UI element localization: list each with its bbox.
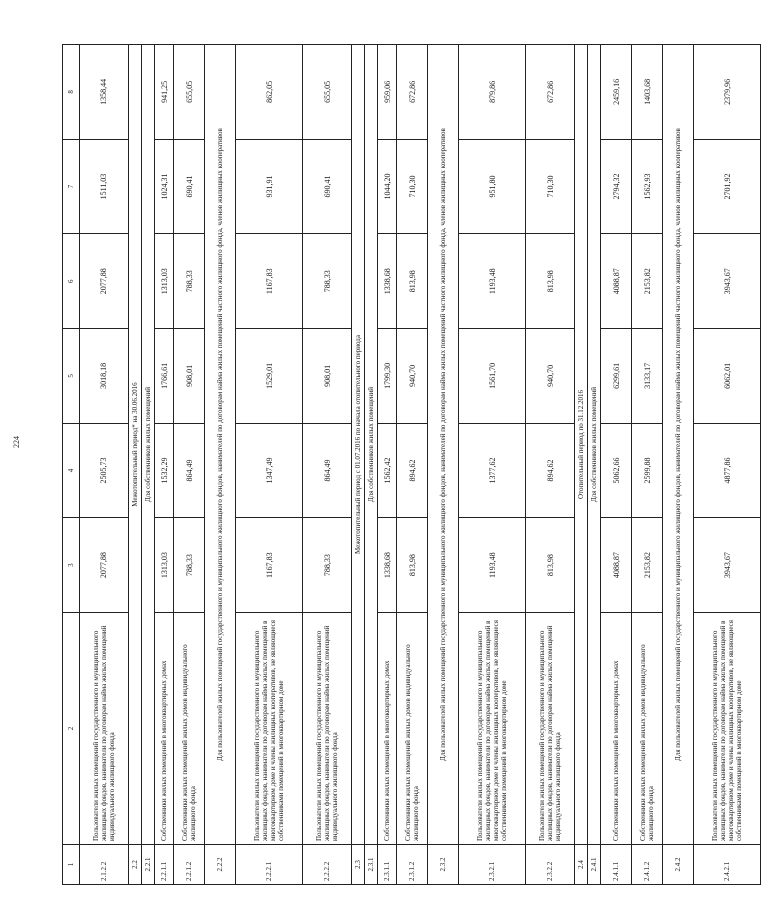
- value-cell: 1799,30: [378, 329, 397, 424]
- section-row: [365, 45, 378, 885]
- value-cell: 862,05: [236, 45, 303, 140]
- value-cell: 690,41: [303, 139, 352, 234]
- row-label: Собственники жилых помещений жилых домов индивидуального жилищного фонда: [174, 613, 205, 845]
- value-cell: 931,91: [236, 139, 303, 234]
- value-cell: 1511,03: [80, 139, 129, 234]
- value-cell: 3018,18: [80, 329, 129, 424]
- header-cell: 7: [63, 139, 80, 234]
- row-code: 2.2.2: [205, 845, 236, 885]
- table-row: [174, 45, 205, 885]
- value-cell: 813,98: [397, 234, 428, 329]
- row-label: Пользователи жилых помещений государственного и муниципального жилищных фондов, наниматели по договорам найма жилых помещений индивидуального жилищного фонда: [526, 613, 575, 845]
- table-row: [236, 45, 303, 885]
- value-cell: 1313,03: [155, 234, 174, 329]
- row-code: 2.2.1: [142, 845, 155, 885]
- table-row: [155, 45, 174, 885]
- value-cell: 788,33: [303, 518, 352, 613]
- header-cell: 1: [63, 845, 80, 885]
- value-cell: 1167,83: [236, 518, 303, 613]
- value-cell: 1358,44: [80, 45, 129, 140]
- value-cell: 1562,93: [632, 139, 663, 234]
- row-code: 2.2.2.1: [236, 845, 303, 885]
- row-label: Пользователи жилых помещений государственного и муниципального жилищных фондов, наниматели по договорам найма жилых помещений в многоквартирном доме и члены жилищных кооперативов, не являющиеся собственниками помещений в многоквартирном доме: [694, 613, 761, 845]
- row-code: 2.2.1.2: [174, 845, 205, 885]
- value-cell: 4088,87: [601, 518, 632, 613]
- value-cell: 1766,61: [155, 329, 174, 424]
- value-cell: 879,86: [459, 45, 526, 140]
- row-label: Пользователи жилых помещений государственного и муниципального жилищных фондов, наниматели по договорам найма жилых помещений в многоквартирном доме и члены жилищных кооперативов, не являющиеся собственниками помещений в многоквартирном доме: [236, 613, 303, 845]
- header-row: [63, 45, 80, 885]
- value-cell: 1167,83: [236, 234, 303, 329]
- value-cell: 4877,86: [694, 423, 761, 518]
- value-cell: 894,62: [397, 423, 428, 518]
- value-cell: 1193,48: [459, 518, 526, 613]
- rotated-tariff-table: [62, 45, 744, 885]
- value-cell: 813,98: [397, 518, 428, 613]
- section-title: Для собственников жилых помещений: [365, 45, 378, 845]
- section-row: [663, 45, 694, 885]
- value-cell: 3943,67: [694, 234, 761, 329]
- value-cell: 2153,82: [632, 518, 663, 613]
- row-label: Собственники жилых помещений жилых домов индивидуального жилищного фонда: [632, 613, 663, 845]
- section-title: Для пользователей жилых помещений государственного и муниципального жилищного фондов, нанимателей по договорам найма жилых помещений частного жилищного фонда, членов жилищных кооперативов: [205, 45, 236, 845]
- table-row: [303, 45, 352, 885]
- header-cell: 2: [63, 613, 80, 845]
- value-cell: 941,25: [155, 45, 174, 140]
- section-row: [588, 45, 601, 885]
- row-code: 2.4: [575, 845, 588, 885]
- value-cell: 959,06: [378, 45, 397, 140]
- value-cell: 908,01: [174, 329, 205, 424]
- row-label: Собственники жилых помещений жилых домов индивидуального жилищного фонда: [397, 613, 428, 845]
- table-row: [459, 45, 526, 885]
- section-title: Отопительный период по 31.12.2016: [575, 45, 588, 845]
- table-row: [632, 45, 663, 885]
- value-cell: 1347,49: [236, 423, 303, 518]
- row-label: Собственники жилых помещений в многоквартирных домах: [378, 613, 397, 845]
- table-row: [397, 45, 428, 885]
- value-cell: 813,98: [526, 234, 575, 329]
- value-cell: 672,86: [397, 45, 428, 140]
- value-cell: 951,80: [459, 139, 526, 234]
- value-cell: 1338,68: [378, 234, 397, 329]
- value-cell: 2505,73: [80, 423, 129, 518]
- value-cell: 1338,68: [378, 518, 397, 613]
- section-row: [205, 45, 236, 885]
- value-cell: 1561,70: [459, 329, 526, 424]
- row-code: 2.4.1: [588, 845, 601, 885]
- row-code: 2.3.1.2: [397, 845, 428, 885]
- header-cell: 4: [63, 423, 80, 518]
- value-cell: 4088,87: [601, 234, 632, 329]
- row-code: 2.3.1: [365, 845, 378, 885]
- header-cell: 6: [63, 234, 80, 329]
- section-title: Для собственников жилых помещений: [142, 45, 155, 845]
- value-cell: 1529,01: [236, 329, 303, 424]
- row-code: 2.3.2.2: [526, 845, 575, 885]
- table-row: [694, 45, 761, 885]
- header-cell: 5: [63, 329, 80, 424]
- row-code: 2.1.2.2: [80, 845, 129, 885]
- value-cell: 2153,82: [632, 234, 663, 329]
- table-row: [80, 45, 129, 885]
- value-cell: 788,33: [174, 518, 205, 613]
- value-cell: 813,98: [526, 518, 575, 613]
- value-cell: 6062,01: [694, 329, 761, 424]
- value-cell: 6299,61: [601, 329, 632, 424]
- value-cell: 2077,88: [80, 518, 129, 613]
- value-cell: 1403,68: [632, 45, 663, 140]
- section-row: [129, 45, 142, 885]
- value-cell: 2077,88: [80, 234, 129, 329]
- section-row: [142, 45, 155, 885]
- row-label: Пользователи жилых помещений государственного и муниципального жилищных фондов, наниматели по договорам найма жилых помещений в многоквартирном доме и члены жилищных кооперативов, не являющиеся собственниками помещений в многоквартирном доме: [459, 613, 526, 845]
- section-title: Для пользователей жилых помещений государственного и муниципального жилищного фондов, нанимателей по договорам найма жилых помещений частного жилищного фонда, членов жилищных кооперативов: [663, 45, 694, 845]
- value-cell: 5062,66: [601, 423, 632, 518]
- value-cell: 2459,16: [601, 45, 632, 140]
- value-cell: 788,33: [174, 234, 205, 329]
- value-cell: 1193,48: [459, 234, 526, 329]
- value-cell: 710,30: [526, 139, 575, 234]
- value-cell: 690,41: [174, 139, 205, 234]
- row-label: Пользователи жилых помещений государственного и муниципального жилищных фондов, наниматели по договорам найма жилых помещений индивидуального жилищного фонда: [80, 613, 129, 845]
- value-cell: 1313,03: [155, 518, 174, 613]
- row-code: 2.3.2.1: [459, 845, 526, 885]
- row-code: 2.2: [129, 845, 142, 885]
- tariff-table: [62, 44, 761, 885]
- row-code: 2.4.2: [663, 845, 694, 885]
- row-label: Собственники жилых помещений в многоквартирных домах: [601, 613, 632, 845]
- value-cell: 2599,88: [632, 423, 663, 518]
- value-cell: 3133,17: [632, 329, 663, 424]
- value-cell: 2794,32: [601, 139, 632, 234]
- value-cell: 1044,20: [378, 139, 397, 234]
- row-code: 2.2.1.1: [155, 845, 174, 885]
- row-code: 2.4.2.1: [694, 845, 761, 885]
- section-row: [575, 45, 588, 885]
- row-label: Собственники жилых помещений в многоквартирных домах: [155, 613, 174, 845]
- table-row: [601, 45, 632, 885]
- value-cell: 1532,29: [155, 423, 174, 518]
- value-cell: 864,49: [174, 423, 205, 518]
- value-cell: 940,70: [397, 329, 428, 424]
- value-cell: 3943,67: [694, 518, 761, 613]
- section-title: Для собственников жилых помещений: [588, 45, 601, 845]
- value-cell: 894,62: [526, 423, 575, 518]
- value-cell: 1024,31: [155, 139, 174, 234]
- section-row: [352, 45, 365, 885]
- row-code: 2.3: [352, 845, 365, 885]
- value-cell: 2379,96: [694, 45, 761, 140]
- row-code: 2.2.2.2: [303, 845, 352, 885]
- section-title: Для пользователей жилых помещений государственного и муниципального жилищного фондов, нанимателей по договорам найма жилых помещений частного жилищного фонда, членов жилищных кооперативов: [428, 45, 459, 845]
- row-label: Пользователи жилых помещений государственного и муниципального жилищных фондов, наниматели по договорам найма жилых помещений индивидуального жилищного фонда: [303, 613, 352, 845]
- value-cell: 672,86: [526, 45, 575, 140]
- section-title: Межотопительный период* на 30.06.2016: [129, 45, 142, 845]
- row-code: 2.4.1.2: [632, 845, 663, 885]
- page-number: 224: [12, 436, 21, 448]
- value-cell: 940,70: [526, 329, 575, 424]
- row-code: 2.3.1.1: [378, 845, 397, 885]
- table-row: [378, 45, 397, 885]
- value-cell: 908,01: [303, 329, 352, 424]
- section-title: Межотопительный период с 01.07.2016 по начала отопительного периода: [352, 45, 365, 845]
- value-cell: 1377,62: [459, 423, 526, 518]
- row-code: 2.3.2: [428, 845, 459, 885]
- table-row: [526, 45, 575, 885]
- section-row: [428, 45, 459, 885]
- value-cell: 1562,42: [378, 423, 397, 518]
- value-cell: 864,49: [303, 423, 352, 518]
- value-cell: 655,05: [174, 45, 205, 140]
- header-cell: 8: [63, 45, 80, 140]
- row-code: 2.4.1.1: [601, 845, 632, 885]
- value-cell: 655,05: [303, 45, 352, 140]
- value-cell: 2701,92: [694, 139, 761, 234]
- header-cell: 3: [63, 518, 80, 613]
- value-cell: 788,33: [303, 234, 352, 329]
- value-cell: 710,30: [397, 139, 428, 234]
